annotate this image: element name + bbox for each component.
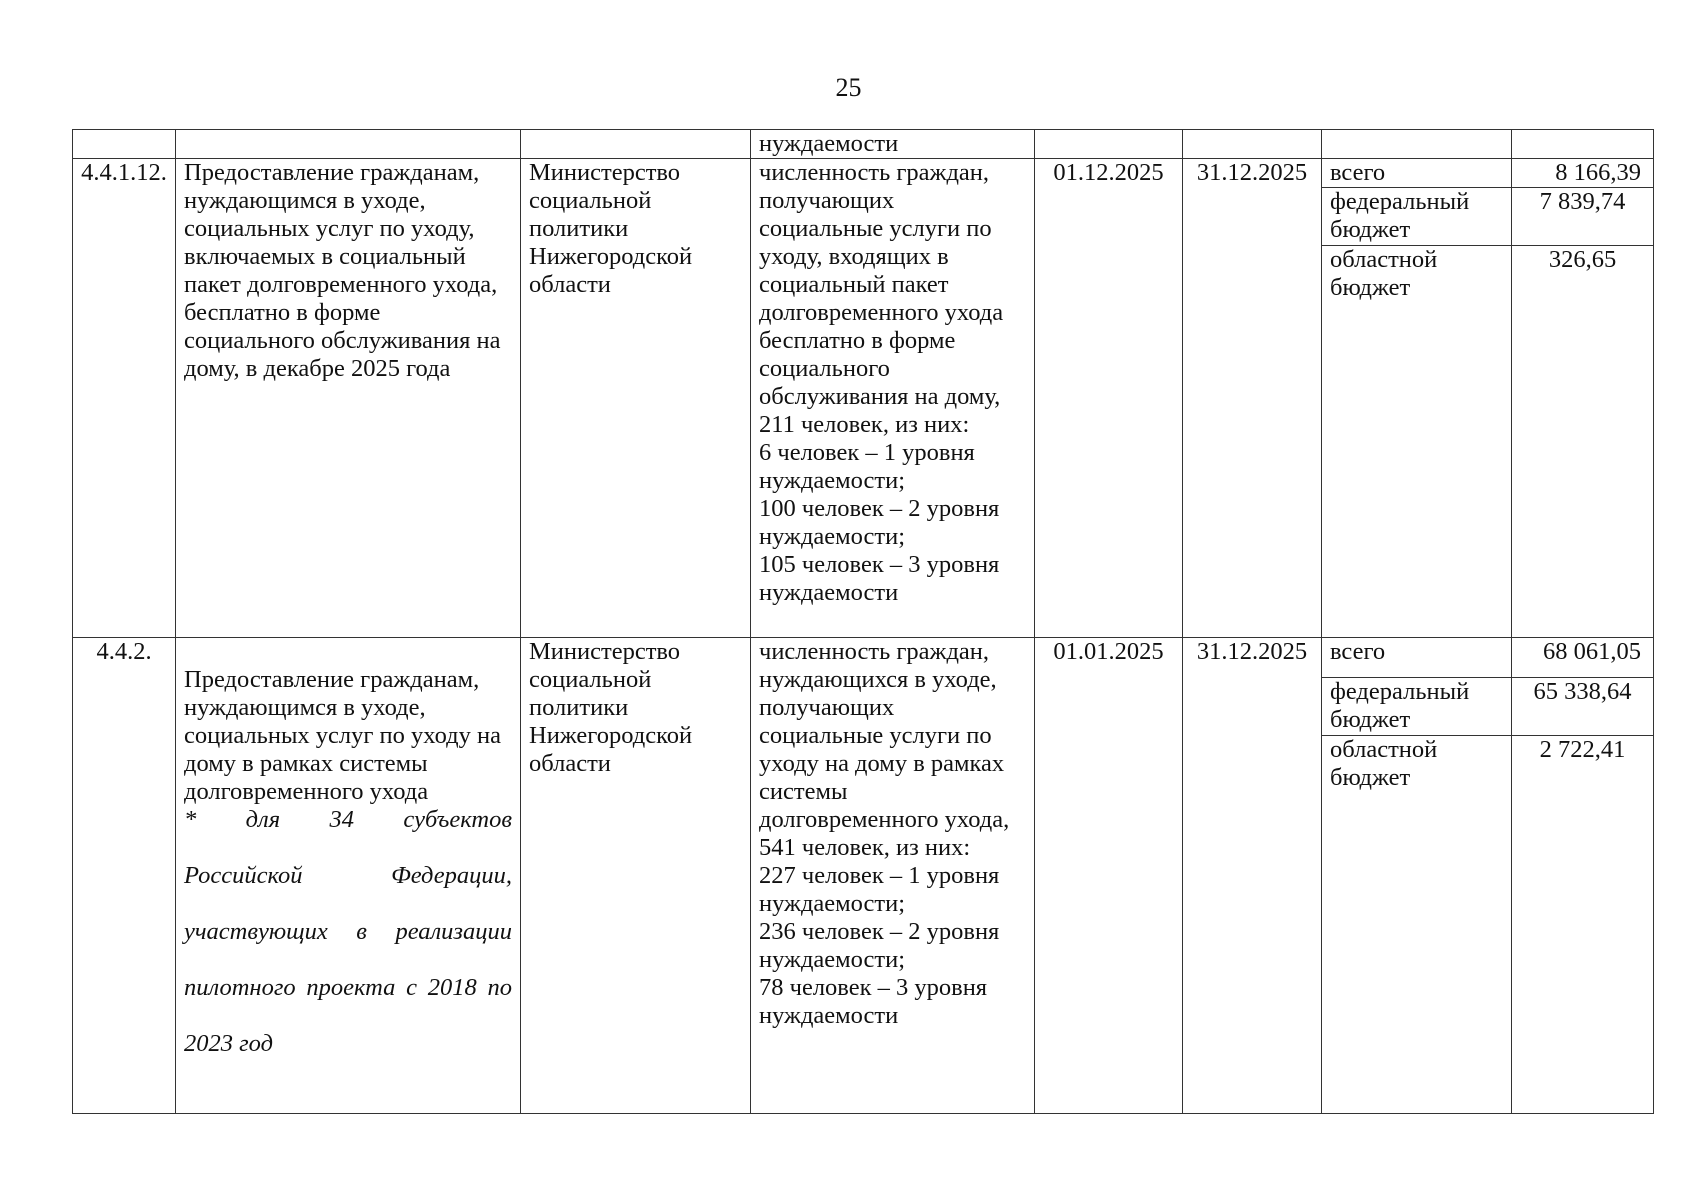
cell-start-date: 01.01.2025 xyxy=(1035,638,1183,1114)
cell-activity-name xyxy=(176,638,521,1114)
cell-funding-amount: 68 061,05 xyxy=(1512,638,1654,678)
cell-end-date: 31.12.2025 xyxy=(1183,159,1322,638)
carry-over-row xyxy=(73,130,1654,159)
cell-funding-source: федеральный бюджет xyxy=(1322,678,1512,736)
cell-funding-amount: 326,65 xyxy=(1512,246,1654,638)
cell-end-date xyxy=(1183,130,1322,159)
cell-start-date xyxy=(1035,130,1183,159)
cell-funding-source: областной бюджет xyxy=(1322,736,1512,1114)
cell-end-date: 31.12.2025 xyxy=(1183,638,1322,1114)
cell-funding-source: всего xyxy=(1322,159,1512,188)
cell-funding-source xyxy=(1322,130,1512,159)
activity-name-text: Предоставление гражданам, нуждающимся в уходе, социальных услуг по уходу на дому в рамках системы долговременного ухода xyxy=(184,666,501,805)
cell-funding-amount: 2 722,41 xyxy=(1512,736,1654,1114)
cell-start-date: 01.12.2025 xyxy=(1035,159,1183,638)
cell-indicator: нуждаемости xyxy=(751,130,1035,159)
cell-number xyxy=(73,130,176,159)
cell-funding-source: областной бюджет xyxy=(1322,246,1512,638)
cell-funding-amount xyxy=(1512,130,1654,159)
footnote-line: 2023 год xyxy=(184,1030,274,1057)
cell-executor: Министерство социальной политики Нижегородской области xyxy=(521,159,751,638)
program-activities-table xyxy=(72,129,1654,1114)
footnote-line: * для 34 субъектов xyxy=(184,806,512,833)
cell-funding-source: всего xyxy=(1322,638,1512,678)
cell-activity-name: Предоставление гражданам, нуждающимся в уходе, социальных услуг по уходу, включаемых в социальный пакет долговременного ухода, бесплатно в форме социального обслуживания на дому, в декабре 2025 года xyxy=(176,159,521,638)
footnote-line: участвующих в реализации xyxy=(184,918,512,945)
table-row xyxy=(73,638,1654,678)
page-number: 25 xyxy=(835,73,862,102)
cell-number: 4.4.1.12. xyxy=(73,159,176,638)
cell-funding-source: федеральный бюджет xyxy=(1322,188,1512,246)
cell-funding-amount: 8 166,39 xyxy=(1512,159,1654,188)
cell-funding-amount: 65 338,64 xyxy=(1512,678,1654,736)
cell-indicator: численность граждан, получающих социальные услуги по уходу, входящих в социальный пакет долговременного ухода бесплатно в форме социального обслуживания на дому, 211 человек, из них: 6 человек – 1 уровня нуждаемости; 100 человек – 2 уровня нуждаемости; 105 человек – 3 уровня нуждаемости xyxy=(751,159,1035,638)
cell-executor xyxy=(521,130,751,159)
cell-activity-name xyxy=(176,130,521,159)
table-row xyxy=(73,159,1654,188)
cell-funding-amount: 7 839,74 xyxy=(1512,188,1654,246)
cell-indicator: численность граждан, нуждающихся в уходе, получающих социальные услуги по уходу на дому в рамках системы долговременного ухода, 541 человек, из них: 227 человек – 1 уровня нуждаемости; 236 человек – 2 уровня нуждаемости; 78 человек – 3 уровня нуждаемости xyxy=(751,638,1035,1114)
footnote-line: Российской Федерации, xyxy=(184,862,512,889)
cell-executor: Министерство социальной политики Нижегородской области xyxy=(521,638,751,1114)
cell-number: 4.4.2. xyxy=(73,638,176,1114)
footnote-line: пилотного проекта с 2018 по xyxy=(184,974,512,1001)
